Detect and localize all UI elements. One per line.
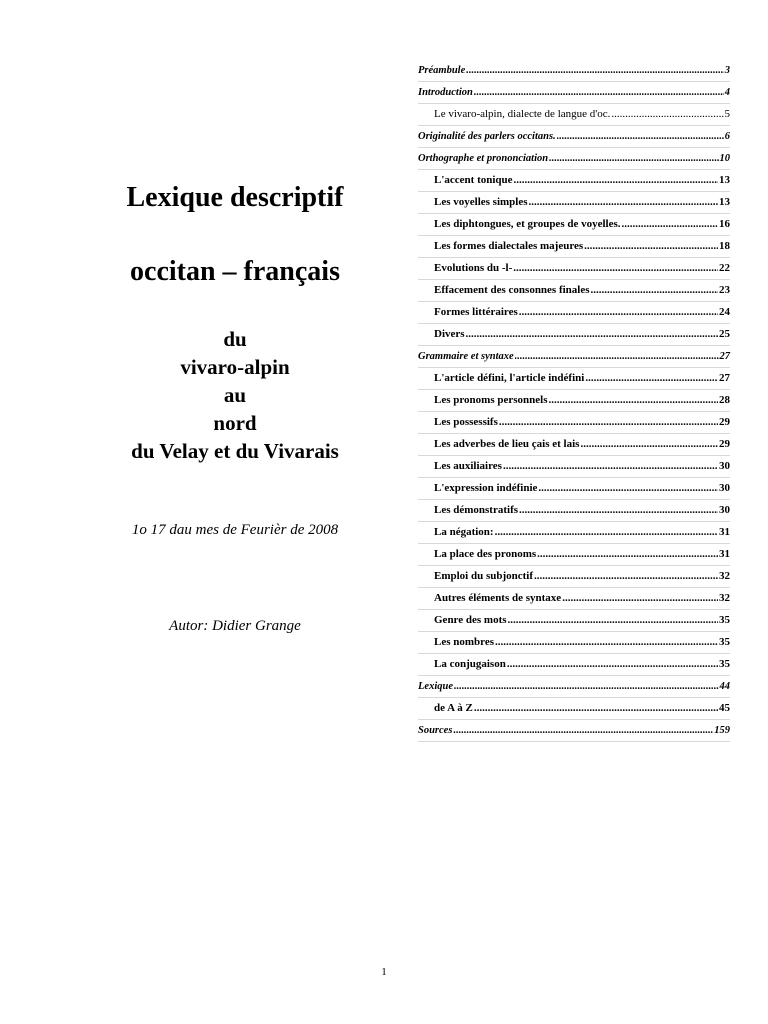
title-line-1: Lexique descriptif [126,182,344,213]
toc-entry-label: Les pronoms personnels [434,394,548,406]
page-number: 1 [381,966,387,978]
toc-entry[interactable] [418,720,730,742]
toc-entry[interactable] [418,82,730,104]
toc-entry-label: Evolutions du -l- [434,262,513,274]
toc-leader-dots [499,416,718,429]
toc-leader-dots [622,218,718,231]
toc-leader-dots [454,680,719,693]
subtitle-line: nord [213,411,257,435]
toc-entry[interactable] [418,588,730,610]
toc-leader-dots [548,394,718,407]
toc-entry-page: 31 [719,548,730,560]
toc-entry-label: Genre des mots [434,614,507,626]
toc-entry-label: Grammaire et syntaxe [418,351,514,362]
subtitle-line: du Velay et du Vivarais [131,439,339,463]
toc-entry-page: 23 [719,284,730,296]
toc-entry-label: La négation: [434,526,494,538]
toc-leader-dots [466,328,718,341]
toc-leader-dots [474,702,718,715]
toc-entry[interactable] [418,434,730,456]
toc-leader-dots [515,350,719,363]
toc-leader-dots [508,614,718,627]
toc-entry[interactable] [418,566,730,588]
toc-entry-label: Les formes dialectales majeures [434,240,584,252]
toc-entry[interactable] [418,236,730,258]
toc-entry[interactable] [418,676,730,698]
toc-leader-dots [513,262,718,275]
toc-leader-dots [584,240,718,253]
toc-leader-dots [585,372,718,385]
toc-entry[interactable] [418,412,730,434]
toc-entry[interactable] [418,500,730,522]
toc-entry-label: Les voyelles simples [434,196,528,208]
toc-entry-page: 13 [719,196,730,208]
toc-entry-page: 35 [719,614,730,626]
toc-entry[interactable] [418,390,730,412]
author-line: Autor: Didier Grange [169,618,301,634]
toc-entry-label: Emploi du subjonctif [434,570,534,582]
toc-entry-label: Introduction [418,87,473,98]
toc-entry[interactable] [418,302,730,324]
toc-entry-page: 27 [719,351,730,362]
subtitle-line: du [223,327,247,351]
toc-entry-label: Les démonstratifs [434,504,519,516]
toc-entry-page: 10 [719,153,730,164]
toc-entry-label: Lexique [418,681,453,692]
toc-entry-page: 3 [724,65,730,76]
toc-entry-label: de A à Z [434,702,473,714]
toc-entry-label: La conjugaison [434,658,506,670]
toc-entry-label: Les auxiliaires [434,460,502,472]
toc-entry-page: 30 [719,482,730,494]
toc-entry[interactable] [418,104,730,126]
toc-entry-page: 31 [719,526,730,538]
toc-leader-dots [537,548,718,561]
toc-entry[interactable] [418,170,730,192]
toc-leader-dots [474,86,724,99]
toc-leader-dots [591,284,718,297]
toc-entry-label: Sources [418,725,453,736]
toc-entry-page: 32 [719,570,730,582]
toc-leader-dots [495,636,718,649]
toc-entry-label: L'accent tonique [434,174,513,186]
toc-entry-page: 30 [719,460,730,472]
toc-leader-dots [557,130,724,143]
toc-entry-page: 24 [719,306,730,318]
toc-entry-label: La place des pronoms [434,548,537,560]
toc-entry-page: 4 [724,87,730,98]
toc-leader-dots [519,504,718,517]
toc-entry-label: Divers [434,328,465,340]
toc-entry-page: 35 [719,636,730,648]
toc-entry[interactable] [418,346,730,368]
toc-entry-label: L'expression indéfinie [434,482,538,494]
toc-entry-label: Formes littéraires [434,306,518,318]
toc-leader-dots [466,64,724,77]
toc-leader-dots [514,174,718,187]
toc-entry-page: 25 [719,328,730,340]
toc-leader-dots [519,306,718,319]
toc-entry[interactable] [418,258,730,280]
toc-entry[interactable] [418,654,730,676]
toc-entry-page: 28 [719,394,730,406]
toc-entry[interactable] [418,280,730,302]
toc-leader-dots [562,592,718,605]
toc-entry[interactable] [418,148,730,170]
toc-entry-page: 44 [719,681,730,692]
toc-entry-label: Les nombres [434,636,494,648]
toc-entry-page: 5 [724,108,730,120]
toc-entry-page: 45 [719,702,730,714]
toc-entry[interactable] [418,478,730,500]
toc-entry-label: Orthographe et prononciation [418,153,549,164]
toc-entry[interactable] [418,456,730,478]
toc-entry[interactable] [418,610,730,632]
toc-entry[interactable] [418,192,730,214]
toc-entry[interactable] [418,632,730,654]
toc-entry-page: 18 [719,240,730,252]
toc-leader-dots [529,196,719,209]
toc-entry-label: Préambule [418,65,466,76]
toc-entry-page: 32 [719,592,730,604]
toc-entry-page: 27 [719,372,730,384]
toc-entry[interactable] [418,544,730,566]
toc-entry-page: 6 [724,131,730,142]
toc-entry-label: L'article défini, l'article indéfini [434,372,585,384]
toc-entry-page: 29 [719,416,730,428]
toc-entry-page: 29 [719,438,730,450]
toc-entry-label: Originalité des parlers occitans. [418,131,556,142]
toc-entry-page: 16 [719,218,730,230]
subtitle-line: vivaro-alpin [180,355,290,379]
toc-entry-label: Le vivaro-alpin, dialecte de langue d'oc. [434,108,611,120]
subtitle-line: au [223,383,247,407]
title-block [90,180,380,465]
toc-entry-page: 30 [719,504,730,516]
toc-leader-dots [549,152,718,165]
toc-leader-dots [611,108,723,121]
toc-entry-label: Autres éléments de syntaxe [434,592,562,604]
toc-entry-label: Effacement des consonnes finales [434,284,590,296]
toc-entry[interactable] [418,368,730,390]
toc-entry-label: Les adverbes de lieu çais et lais [434,438,580,450]
toc-entry-label: Les possessifs [434,416,498,428]
toc-entry[interactable] [418,698,730,720]
date-line: 1o 17 dau mes de Feurièr de 2008 [131,522,339,538]
toc-entry[interactable] [418,60,730,82]
toc-entry-page: 13 [719,174,730,186]
toc-entry[interactable] [418,126,730,148]
toc-leader-dots [538,482,718,495]
title-line-2: occitan – français [130,256,340,287]
toc-leader-dots [534,570,718,583]
toc-leader-dots [580,438,718,451]
toc-entry[interactable] [418,214,730,236]
toc-entry-page: 159 [714,725,730,736]
toc-leader-dots [503,460,718,473]
toc-entry-label: Les diphtongues, et groupes de voyelles. [434,218,621,230]
toc-leader-dots [495,526,718,539]
subtitle [90,325,380,465]
toc-entry-page: 22 [719,262,730,274]
toc-entry-page: 35 [719,658,730,670]
toc-leader-dots [507,658,718,671]
toc-entry[interactable] [418,324,730,346]
table-of-contents [418,60,730,742]
toc-leader-dots [453,724,713,737]
toc-entry[interactable] [418,522,730,544]
